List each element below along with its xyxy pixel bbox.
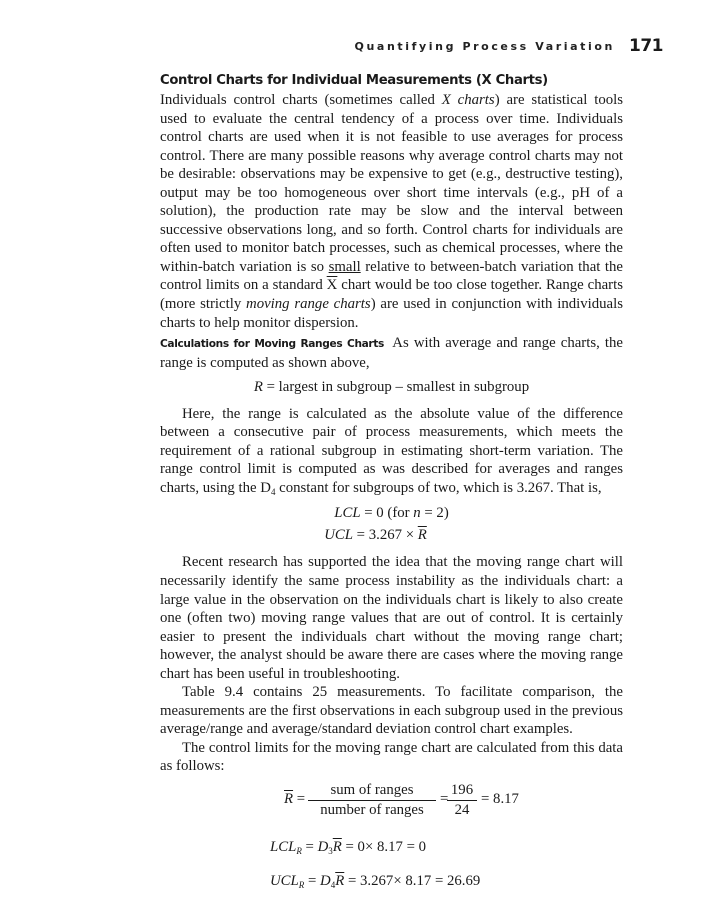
eq-rbar-lhs: $\overline{R}$ [284, 791, 294, 807]
eq-uclr-sub: R [298, 880, 305, 890]
equation-r-bar [160, 782, 623, 828]
p2-text: As with average and range charts, the range is computed as shown above, [160, 335, 623, 371]
eq-lclr-sub: R [296, 846, 302, 856]
eq-uclr-d-sub: 4 [330, 880, 336, 890]
p1-text-g: chart would be too close together. Range charts (more strictly [160, 277, 623, 313]
paragraph-calculations [160, 334, 623, 372]
eq-ucl-r-bar: $\overline{R}$ [417, 526, 427, 543]
section-heading: Control Charts for Individual Measurements (X Charts) [160, 73, 548, 88]
eq-ucl-label: UCL [324, 526, 353, 543]
eq-lclr-r-bar: $\overline{R}$ [332, 839, 342, 855]
eq-lclr-d: D [317, 839, 329, 855]
eq-range-lhs: R [253, 379, 263, 396]
eq-uclr-rest: = 3.267× 8.17 = 26.69 [344, 873, 481, 889]
p1-text-i: ) are used in conjunction with individuals charts to help monitor dispersion. [160, 296, 623, 331]
sub-heading: Calculations for Moving Ranges Charts [160, 338, 384, 351]
eq-lcl-end: = 2) [420, 505, 449, 522]
eq-rbar-result: = 8.17 [481, 791, 519, 807]
p1-term-x-charts: X charts [441, 92, 495, 108]
eq-lclr-eq: = [301, 839, 318, 855]
p3-d4-subscript: 4 [270, 486, 276, 497]
paragraph-intro [160, 91, 623, 332]
fraction-numerator-sum: sum of ranges [308, 782, 436, 801]
equation-lcl-r [160, 836, 623, 858]
eq-lclr-rest: = 0× 8.17 = 0 [341, 839, 427, 855]
p1-text-a: Individuals control charts (sometimes called [160, 92, 442, 108]
fraction-196-over-24 [447, 782, 477, 819]
eq-lclr-label: LCL [270, 839, 297, 855]
equation-ucl [160, 526, 623, 545]
eq-rbar-equals-1: = [296, 791, 306, 807]
eq-uclr-d: D [320, 873, 331, 889]
running-head [354, 36, 663, 58]
paragraph-table-reference: Table 9.4 contains 25 measurements. To facilitate comparison, the measurements are the first observations in each subgroup used in the previous average/range and average/standard deviation control chart examples. [160, 684, 623, 738]
fraction-denominator-24: 24 [454, 802, 470, 818]
eq-ucl-mid: = 3.267 × [352, 526, 418, 543]
p1-text-e: relative to between-batch variation that the control limits on a standard [160, 258, 623, 294]
p1-term-moving-range-charts: moving range charts [246, 296, 371, 313]
p3-text-a: Here, the range is calculated as the absolute value of the difference between a consecutive pair of process measurements, which meets the requirement of a rational subgroup in estimating short-term variation. The range control limit is computed as was described for averages and ranges charts, using the D [160, 405, 623, 496]
eq-uclr-label: UCL [270, 873, 299, 889]
paragraph-range-limit [160, 405, 623, 498]
body-text [160, 70, 623, 892]
fraction-denominator-number: number of ranges [320, 802, 424, 818]
eq-lcl-mid: = 0 (for [360, 505, 414, 522]
eq-lcl-n: n [413, 505, 421, 522]
paragraph-control-limits: The control limits for the moving range chart are calculated from this data as follows: [160, 739, 623, 775]
running-title: Quantifying Process Variation [354, 40, 615, 53]
eq-uclr-r-bar: $\overline{R}$ [335, 873, 345, 889]
equation-lcl [160, 504, 623, 523]
fraction-sum-over-number [308, 782, 436, 819]
eq-uclr-eq: = [304, 873, 321, 889]
paragraph-research: Recent research has supported the idea that the moving range chart will necessarily identify the same process instability as the individuals chart: a large value in the observation on the individuals chart is likely to also create one (often two) moving range values that are out of control. It is certainly easier to present the individuals chart without the moving range chart; however, the analyst should be aware there are cases where the moving range chart has been useful in troubleshooting. [160, 554, 623, 682]
p3-text-b: constant for subgroups of two, which is 3.267. That is, [275, 479, 602, 496]
eq-range-rhs: = largest in subgroup – smallest in subgroup [262, 379, 530, 396]
p1-x-bar: $\overline{X}$ [326, 277, 338, 294]
eq-rbar-equals-2: = [440, 791, 449, 807]
eq-lclr-d-sub: 3 [328, 846, 333, 856]
fraction-numerator-196: 196 [447, 782, 477, 801]
p1-text-c: ) are statistical tools used to evaluate the central tendency of a process over time. Individuals control charts are used when it is not feasible to use averages for process control. There are many possible reasons why average control charts may not be desirable: observations may be expensive to get (e.g., destructive testing), output may be too homogeneous over short time intervals (e.g., pH of a solution), the production rate may be slow and the interval between successive observations long, and so forth. Control charts for individuals are often used to monitor batch processes, such as chemical processes, where the within-batch variation is so [160, 92, 623, 275]
eq-lcl-label: LCL [334, 505, 361, 522]
equation-ucl-r [160, 870, 623, 892]
page-number: 171 [629, 36, 663, 56]
p1-small-underlined: small [328, 258, 361, 275]
equation-range [160, 378, 623, 397]
